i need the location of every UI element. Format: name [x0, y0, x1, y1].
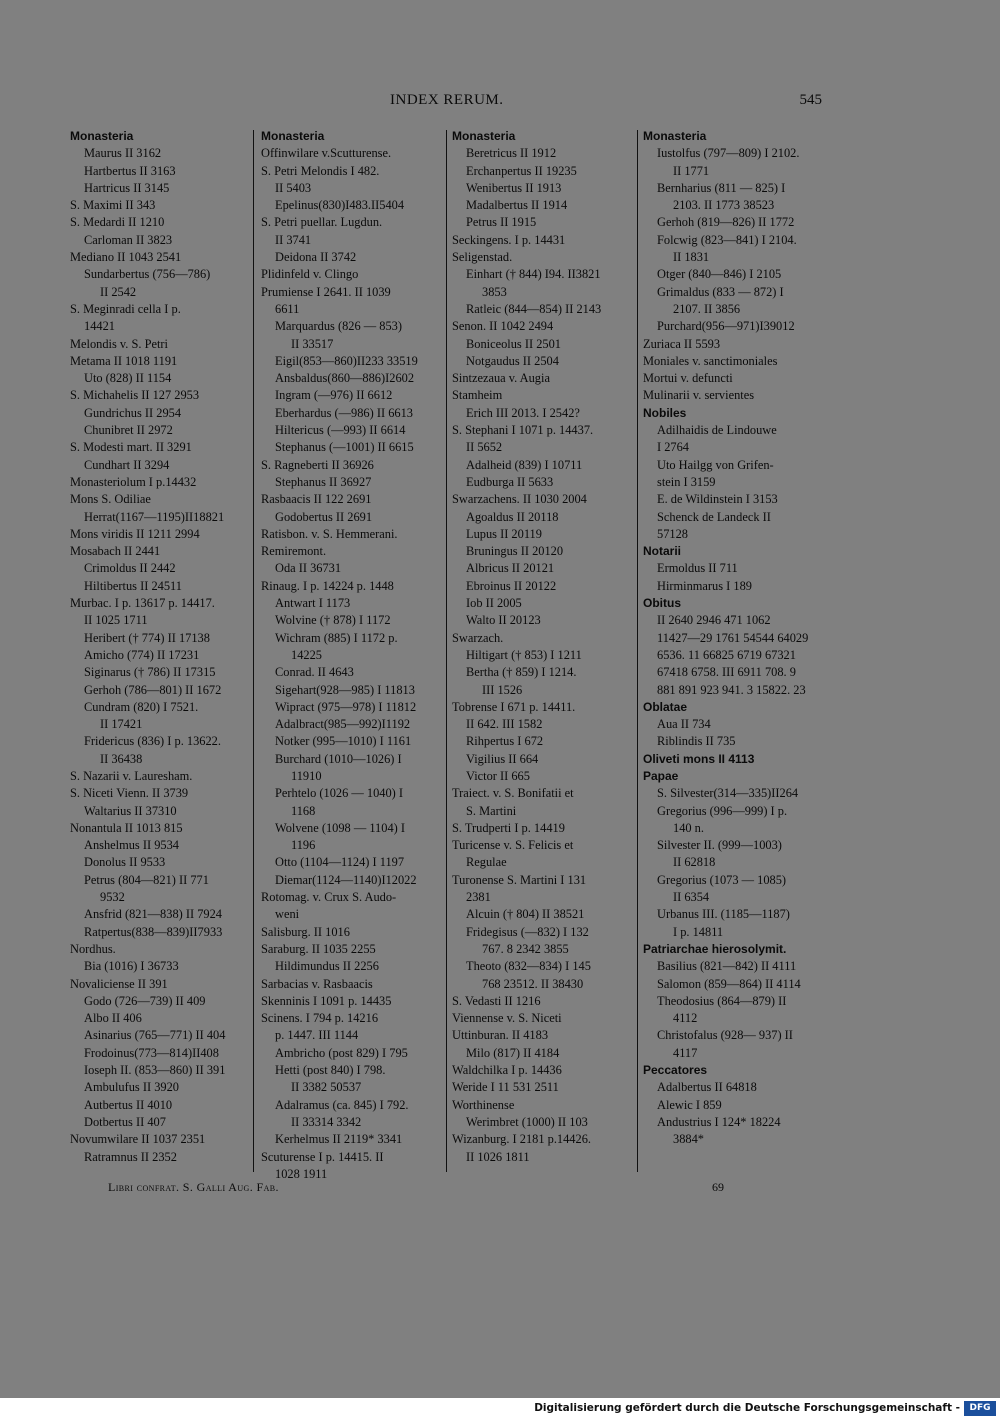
index-line: Cundram (820) I 7521.: [84, 699, 199, 714]
index-line: Iob II 2005: [466, 596, 522, 611]
index-line: Erich III 2013. I 2542?: [466, 405, 580, 420]
index-heading: Monasteria: [452, 129, 516, 143]
running-title: INDEX RERUM.: [390, 92, 504, 108]
index-line: Ratramnus II 2352: [84, 1149, 177, 1164]
index-line: Gregorius (996—999) I p.: [657, 803, 788, 818]
index-entry: S. Petri Melondis I 482.: [261, 163, 380, 178]
index-line: Asinarius (765—771) II 404: [84, 1028, 226, 1043]
index-line: Cundhart II 3294: [84, 457, 170, 472]
index-line: Diemar(1124—1140)I12022: [275, 872, 417, 887]
index-line: 2107. II 3856: [673, 301, 741, 316]
index-column-1: [70, 128, 250, 1166]
index-line: Agoaldus II 20118: [466, 509, 559, 524]
index-line: Andustrius I 124* 18224: [657, 1114, 781, 1129]
index-entry: Tobrense I 671 p. 14411.: [452, 699, 576, 714]
index-entry: Melondis v. S. Petri: [70, 336, 168, 351]
index-line: 57128: [657, 526, 688, 541]
index-entry: Mons S. Odiliae: [70, 492, 151, 507]
index-entry: Seckingens. I p. 14431: [452, 232, 566, 247]
signature-mark: 69: [712, 1180, 724, 1194]
index-line: II 62818: [673, 855, 716, 870]
index-line: Godobertus II 2691: [275, 509, 373, 524]
index-line: Adilhaidis de Lindouwe: [657, 423, 777, 438]
index-line: Autbertus II 4010: [84, 1097, 173, 1112]
index-line: Donolus II 9533: [84, 855, 166, 870]
index-heading: Oliveti mons II 4113: [643, 751, 755, 766]
index-entry: Plidinfeld v. Clingo: [261, 267, 359, 282]
index-line: Ansbaldus(860—886)I2602: [275, 371, 415, 386]
index-entry: Moniales v. sanctimoniales: [643, 353, 778, 368]
column-rule-1: [253, 130, 254, 1172]
index-line: Vigilius II 664: [466, 751, 539, 766]
index-line: Sundarbertus (756—786): [84, 267, 211, 282]
index-line: 3884*: [673, 1132, 704, 1147]
index-line: Theodosius (864—879) II: [657, 993, 787, 1008]
index-line: II 36438: [100, 751, 143, 766]
index-line: Ratpertus(838—839)II7933: [84, 924, 223, 939]
index-line: Ermoldus II 711: [657, 561, 738, 576]
index-line: Oda II 36731: [275, 561, 342, 576]
index-entry: Prumiense I 2641. II 1039: [261, 284, 391, 299]
index-line: Grimaldus (833 — 872) I: [657, 284, 784, 299]
index-line: II 3741: [275, 232, 312, 247]
index-entry: S. Nazarii v. Lauresham.: [70, 768, 193, 783]
index-entry: Waldchilka I p. 14436: [452, 1063, 562, 1078]
index-line: Petrus (804—821) II 771: [84, 872, 209, 887]
index-entry: Scinens. I 794 p. 14216: [261, 1011, 379, 1026]
index-entry: Swarzach.: [452, 630, 504, 645]
index-line: p. 1447. III 1144: [275, 1028, 359, 1043]
index-entry: Senon. II 1042 2494: [452, 319, 554, 334]
index-line: Folcwig (823—841) I 2104.: [657, 232, 797, 247]
index-entry: Wizanburg. I 2181 p.14426.: [452, 1132, 591, 1147]
index-line: II 6354: [673, 890, 710, 905]
index-column-2: [261, 128, 444, 1183]
index-entry: Rinaug. I p. 14224 p. 1448: [261, 578, 394, 593]
index-line: 9532: [100, 890, 125, 905]
index-entry: Mosabach II 2441: [70, 544, 161, 559]
index-line: 2381: [466, 890, 491, 905]
index-line: Wichram (885) I 1172 p.: [275, 630, 398, 645]
index-line: Hildimundus II 2256: [275, 959, 379, 974]
index-line: Theoto (832—834) I 145: [466, 959, 591, 974]
index-entry: S. Maximi II 343: [70, 198, 156, 213]
index-line: Siginarus († 786) II 17315: [84, 665, 216, 680]
index-line: Hirminmarus I 189: [657, 578, 752, 593]
index-heading: Monasteria: [70, 129, 134, 143]
index-line: Bia (1016) I 36733: [84, 959, 179, 974]
index-line: II 1771: [673, 163, 710, 178]
index-line: Wolvene (1098 — 1104) I: [275, 820, 405, 835]
index-heading: Monasteria: [261, 129, 325, 143]
index-line: II 17421: [100, 717, 143, 732]
index-heading: Monasteria: [643, 129, 707, 143]
index-line: Chunibret II 2972: [84, 423, 173, 438]
index-line: Silvester II. (999—1003): [657, 838, 782, 853]
index-heading: Papae: [643, 768, 679, 783]
index-entry: Sarbacias v. Rasbaacis: [261, 976, 373, 991]
index-line: Riblindis II 735: [657, 734, 736, 749]
page-header: [62, 92, 828, 114]
index-line: Petrus II 1915: [466, 215, 537, 230]
index-line: Perhtelo (1026 — 1040) I: [275, 786, 404, 801]
index-entry: Worthinense: [452, 1097, 515, 1112]
index-line: Aua II 734: [657, 717, 711, 732]
index-entry: Rotomag. v. Crux S. Audo-: [261, 890, 397, 905]
index-line: Adalbertus II 64818: [657, 1080, 757, 1095]
index-line: Boniceolus II 2501: [466, 336, 561, 351]
index-line: Beretricus II 1912: [466, 146, 557, 161]
index-line: Otto (1104—1124) I 1197: [275, 855, 405, 870]
index-line: Rihpertus I 672: [466, 734, 544, 749]
index-line: 3853: [482, 284, 507, 299]
index-entry: Murbac. I p. 13617 p. 14417.: [70, 596, 215, 611]
index-line: Godo (726—739) II 409: [84, 993, 206, 1008]
index-line: Eigil(853—860)II233 33519: [275, 353, 418, 368]
index-line: Erchanpertus II 19235: [466, 163, 577, 178]
index-line: 1168: [291, 803, 316, 818]
index-entry: Metama II 1018 1191: [70, 353, 178, 368]
index-entry: S. Vedasti II 1216: [452, 993, 541, 1008]
index-line: Antwart I 1173: [275, 596, 351, 611]
index-line: Kerhelmus II 2119* 3341: [275, 1132, 403, 1147]
index-line: Hiltibertus II 24511: [84, 578, 182, 593]
index-heading: Peccatores: [643, 1063, 708, 1078]
index-line: II 2542: [100, 284, 137, 299]
index-line: Schenck de Landeck II: [657, 509, 771, 524]
index-line: Bertha († 859) I 1214.: [466, 665, 577, 680]
index-line: 67418 6758. III 6911 708. 9: [657, 665, 796, 680]
index-line: 4117: [673, 1045, 698, 1060]
index-line: weni: [275, 907, 300, 922]
index-entry: Seligenstad.: [452, 250, 513, 265]
index-line: Notker (995—1010) I 1161: [275, 734, 412, 749]
index-line: Hiltericus (—993) II 6614: [275, 423, 406, 438]
index-line: II 5652: [466, 440, 503, 455]
index-line: Ebroinus II 20122: [466, 578, 557, 593]
index-line: Fridegisus (—832) I 132: [466, 924, 589, 939]
index-line: Gregorius (1073 — 1085): [657, 872, 787, 887]
index-entry: Skenninis I 1091 p. 14435: [261, 993, 392, 1008]
index-line: 1028 1911: [275, 1166, 328, 1181]
index-line: 4112: [673, 1011, 698, 1026]
index-line: Adalramus (ca. 845) I 792.: [275, 1097, 409, 1112]
index-entry: Mons viridis II 1211 2994: [70, 526, 200, 541]
index-line: Gundrichus II 2954: [84, 405, 182, 420]
index-line: Ingram (—976) II 6612: [275, 388, 393, 403]
index-entry: S. Niceti Vienn. II 3739: [70, 786, 189, 801]
index-line: Urbanus III. (1185—1187): [657, 907, 790, 922]
index-line: 768 23512. II 38430: [482, 976, 584, 991]
index-line: Ambricho (post 829) I 795: [275, 1045, 408, 1060]
index-line: Werimbret (1000) II 103: [466, 1114, 588, 1129]
index-line: Heribert († 774) II 17138: [84, 630, 210, 645]
index-line: Victor II 665: [466, 768, 530, 783]
index-line: 767. 8 2342 3855: [482, 941, 569, 956]
index-entry: Mulinarii v. servientes: [643, 388, 755, 403]
index-line: 14421: [84, 319, 115, 334]
index-line: Otger (840—846) I 2105: [657, 267, 782, 282]
index-line: Bruningus II 20120: [466, 544, 564, 559]
index-line: Salomon (859—864) II 4114: [657, 976, 801, 991]
index-line: Hiltigart († 853) I 1211: [466, 647, 582, 662]
index-heading: Patriarchae hierosolymit.: [643, 941, 787, 956]
index-line: Fridericus (836) I p. 13622.: [84, 734, 221, 749]
index-entry: S. Petri puellar. Lugdun.: [261, 215, 383, 230]
index-line: Ioseph II. (853—860) II 391: [84, 1063, 226, 1078]
index-entry: S. Meginradi cella I p.: [70, 301, 181, 316]
index-line: I 2764: [657, 440, 690, 455]
index-line: 6611: [275, 301, 300, 316]
index-line: Crimoldus II 2442: [84, 561, 176, 576]
index-line: Carloman II 3823: [84, 232, 173, 247]
index-line: Adalbract(985—992)I1192: [275, 717, 411, 732]
index-line: Wenibertus II 1913: [466, 180, 562, 195]
index-heading: Oblatae: [643, 699, 688, 714]
index-line: Albo II 406: [84, 1011, 142, 1026]
index-line: Wolvine († 878) I 1172: [275, 613, 391, 628]
index-line: 881 891 923 941. 3 15822. 23: [657, 682, 806, 697]
index-line: 11427—29 1761 54544 64029: [657, 630, 809, 645]
index-entry: Turicense v. S. Felicis et: [452, 838, 574, 853]
index-line: 2103. II 1773 38523: [673, 198, 775, 213]
index-entry: Turonense S. Martini I 131: [452, 872, 587, 887]
index-entry: S. Trudperti I p. 14419: [452, 820, 565, 835]
index-line: Einhart († 844) I94. II3821: [466, 267, 601, 282]
column-rule-2: [446, 130, 447, 1172]
index-line: Alewic I 859: [657, 1097, 722, 1112]
index-line: III 1526: [482, 682, 523, 697]
index-line: Amicho (774) II 17231: [84, 647, 200, 662]
index-entry: Sintzezaua v. Augia: [452, 371, 550, 386]
index-entry: Weride I 11 531 2511: [452, 1080, 559, 1095]
index-line: Hetti (post 840) I 798.: [275, 1063, 386, 1078]
index-entry: Uttinburan. II 4183: [452, 1028, 549, 1043]
index-entry: S. Modesti mart. II 3291: [70, 440, 192, 455]
index-line: Walto II 20123: [466, 613, 541, 628]
index-line: Milo (817) II 4184: [466, 1045, 560, 1060]
index-line: Notgaudus II 2504: [466, 353, 559, 368]
index-entry: Zuriaca II 5593: [643, 336, 721, 351]
index-entry: Ratisbon. v. S. Hemmerani.: [261, 526, 398, 541]
index-entry: Scuturense I p. 14415. II: [261, 1149, 384, 1164]
index-line: Bernharius (811 — 825) I: [657, 180, 786, 195]
index-entry: Salisburg. II 1016: [261, 924, 350, 939]
index-line: 1196: [291, 838, 316, 853]
index-line: 14225: [291, 647, 322, 662]
index-line: Basilius (821—842) II 4111: [657, 959, 797, 974]
index-line: Uto (828) II 1154: [84, 371, 172, 386]
index-entry: Swarzachens. II 1030 2004: [452, 492, 587, 507]
index-line: E. de Wildinstein I 3153: [657, 492, 778, 507]
index-line: S. Silvester(314—335)II264: [657, 786, 799, 801]
index-line: II 33314 3342: [291, 1114, 362, 1129]
index-line: Dotbertus II 407: [84, 1114, 166, 1129]
index-line: II 5403: [275, 180, 312, 195]
index-entry: S. Stephani I 1071 p. 14437.: [452, 423, 594, 438]
index-line: stein I 3159: [657, 474, 716, 489]
index-entry: Saraburg. II 1035 2255: [261, 941, 376, 956]
index-line: Lupus II 20119: [466, 526, 542, 541]
index-line: Adalheid (839) I 10711: [466, 457, 583, 472]
index-line: II 2640 2946 471 1062: [657, 613, 771, 628]
index-line: S. Martini: [466, 803, 517, 818]
index-line: Iustolfus (797—809) I 2102.: [657, 146, 800, 161]
index-line: Alcuin († 804) II 38521: [466, 907, 585, 922]
index-line: Burchard (1010—1026) I: [275, 751, 402, 766]
dfg-banner: [0, 1398, 1000, 1420]
index-line: Waltarius II 37310: [84, 803, 177, 818]
index-line: II 1831: [673, 250, 710, 265]
index-entry: S. Ragneberti II 36926: [261, 457, 374, 472]
index-entry: Mortui v. defuncti: [643, 371, 733, 386]
index-line: Deidona II 3742: [275, 250, 357, 265]
index-line: Madalbertus II 1914: [466, 198, 568, 213]
index-entry: Nordhus.: [70, 941, 116, 956]
index-line: Sigehart(928—985) I 11813: [275, 682, 415, 697]
index-entry: Remiremont.: [261, 544, 327, 559]
index-line: Epelinus(830)I483.II5404: [275, 198, 405, 213]
index-line: Purchard(956—971)I39012: [657, 319, 795, 334]
page-number: 545: [799, 92, 822, 108]
index-line: Albricus II 20121: [466, 561, 555, 576]
index-entry: Mediano II 1043 2541: [70, 250, 182, 265]
index-line: II 1025 1711: [84, 613, 148, 628]
index-line: Gerhoh (786—801) II 1672: [84, 682, 222, 697]
index-line: Stephanus II 36927: [275, 474, 372, 489]
index-entry: Monasteriolum I p.14432: [70, 474, 197, 489]
index-line: Maurus II 3162: [84, 146, 162, 161]
index-line: Conrad. II 4643: [275, 665, 354, 680]
index-line: Ambulufus II 3920: [84, 1080, 179, 1095]
index-entry: Novaliciense II 391: [70, 976, 168, 991]
index-heading: Obitus: [643, 596, 681, 611]
index-line: I p. 14811: [673, 924, 724, 939]
column-rule-3: [637, 130, 638, 1172]
dfg-credit-text: Digitalisierung gefördert durch die Deutsche Forschungsgemeinschaft -: [534, 1402, 960, 1414]
index-line: II 33517: [291, 336, 334, 351]
index-entry: Viennense v. S. Niceti: [452, 1011, 562, 1026]
index-line: Hartbertus II 3163: [84, 163, 176, 178]
index-line: Gerhoh (819—826) II 1772: [657, 215, 795, 230]
index-heading: Nobiles: [643, 405, 687, 420]
index-entry: Rasbaacis II 122 2691: [261, 492, 372, 507]
index-entry: Offinwilare v.Scutturense.: [261, 146, 392, 161]
index-entry: S. Michahelis II 127 2953: [70, 388, 200, 403]
index-line: Marquardus (826 — 853): [275, 319, 402, 334]
index-line: Ratleic (844—854) II 2143: [466, 301, 602, 316]
index-line: Stephanus (—1001) II 6615: [275, 440, 414, 455]
index-column-3: [452, 128, 634, 1166]
index-entry: S. Medardi II 1210: [70, 215, 165, 230]
index-line: II 1026 1811: [466, 1149, 530, 1164]
index-line: Frodoinus(773—814)II408: [84, 1045, 219, 1060]
index-line: Eberhardus (—986) II 6613: [275, 405, 413, 420]
index-line: Wipract (975—978) I 11812: [275, 699, 417, 714]
index-line: 140 n.: [673, 820, 704, 835]
footer-source: Libri confrat. S. Galli Aug. Fab.: [108, 1180, 279, 1194]
index-line: Uto Hailgg von Grifen-: [657, 457, 774, 472]
index-line: 6536. 11 66825 6719 67321: [657, 647, 796, 662]
index-entry: Stamheim: [452, 388, 503, 403]
index-line: Herrat(1167—1195)II18821: [84, 509, 225, 524]
index-entry: Traiect. v. S. Bonifatii et: [452, 786, 574, 801]
index-entry: Nonantula II 1013 815: [70, 820, 183, 835]
index-line: Eudburga II 5633: [466, 474, 554, 489]
index-line: Hartricus II 3145: [84, 180, 170, 195]
index-line: Regulae: [466, 855, 507, 870]
index-line: II 3382 50537: [291, 1080, 362, 1095]
index-line: 11910: [291, 768, 322, 783]
index-heading: Notarii: [643, 544, 682, 559]
index-line: II 642. III 1582: [466, 717, 543, 732]
dfg-logo-icon: DFG: [964, 1401, 996, 1416]
index-entry: Novumwilare II 1037 2351: [70, 1132, 206, 1147]
index-line: Christofalus (928— 937) II: [657, 1028, 793, 1043]
index-line: Ansfrid (821—838) II 7924: [84, 907, 222, 922]
index-column-4: [643, 128, 827, 1149]
index-line: Anshelmus II 9534: [84, 838, 179, 853]
